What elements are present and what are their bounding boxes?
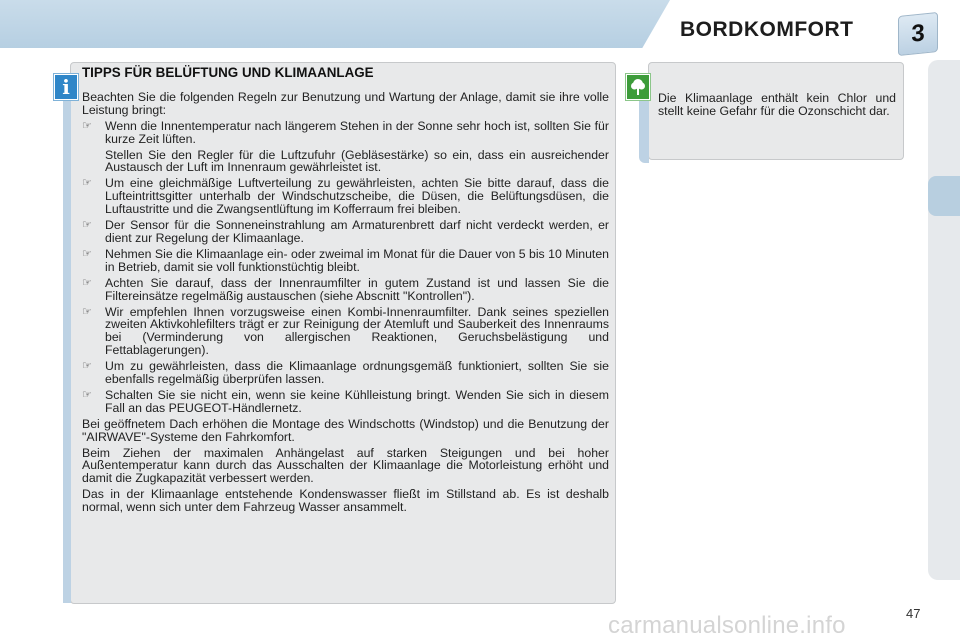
- info-icon: i: [54, 74, 78, 100]
- eco-note-text: Die Klimaanlage enthält kein Chlor und stellt keine Gefahr für die Ozonschicht dar.: [658, 91, 896, 118]
- page-number: 47: [906, 606, 921, 621]
- section-title: BORDKOMFORT: [680, 18, 854, 41]
- pointing-hand-icon: ☞: [82, 305, 92, 318]
- list-item-subtext: Stellen Sie den Regler für die Luftzufuhr (Gebläsestärke) so ein, dass ein ausreichender Austausch der Luft im Innenraum gewährleistet ist.: [105, 147, 609, 175]
- pointing-hand-icon: ☞: [82, 247, 92, 260]
- tips-bullet-list: [82, 120, 609, 415]
- list-item-text: Wenn die Innentemperatur nach längerem Stehen in der Sonne sehr hoch ist, sollten Sie für kurze Zeit lüften.: [105, 118, 609, 146]
- tips-paragraph-condensation: Das in der Klimaanlage entstehende Kondenswasser fließt im Stillstand ab. Es ist deshalb normal, wenn sich unter dem Fahrzeug Wasser ansammelt.: [82, 487, 609, 515]
- list-item: [82, 177, 609, 216]
- list-item-text: Achten Sie darauf, dass der Innenraumfilter in gutem Zustand ist und lassen Sie die Filtereinsätze regelmäßig austauschen (siehe Abscnitt "Kontrollen").: [105, 275, 609, 303]
- tips-paragraph-windstop: Bei geöffnetem Dach erhöhen die Montage des Windschotts (Windstop) und die Benutzung der "AIRWAVE"-Systeme den Fahrkomfort.: [82, 416, 609, 444]
- list-item: [82, 248, 609, 274]
- watermark: carmanualsonline.info: [608, 612, 846, 639]
- list-item-text: Der Sensor für die Sonneneinstrahlung am Armaturenbrett darf nicht verdeckt werden, er dient zur Regelung der Klimaanlage.: [105, 218, 609, 245]
- pointing-hand-icon: ☞: [82, 360, 92, 373]
- list-item-text: Nehmen Sie die Klimaanlage ein- oder zweimal im Monat für die Dauer von 5 bis 10 Minuten in Betrieb, damit sie voll funktionstüchtig bleibt.: [105, 246, 609, 274]
- chapter-side-strip: [928, 60, 960, 580]
- list-item-text: Schalten Sie sie nicht ein, wenn sie keine Kühlleistung bringt. Wenden Sie sich in diesem Fall an das PEUGEOT-Händlernetz.: [105, 387, 609, 415]
- list-item-text: Um eine gleichmäßige Luftverteilung zu gewährleisten, achten Sie bitte darauf, dass die Lufteintrittsgitter unterhalb der Windschutzscheibe, die Düsen, die Belüftungsdüsen, die Luftaustritte und die Zwangsentlüftung im Kofferraum frei bleiben.: [105, 176, 609, 217]
- panel-accent: [63, 83, 71, 603]
- list-item: [82, 219, 609, 245]
- chapter-number-badge: 3: [898, 12, 938, 56]
- list-item: [82, 306, 609, 358]
- list-item-text: Wir empfehlen Ihnen vorzugsweise einen Kombi-Innenraumfilter. Dank seines speziellen zweiten Aktivkohlefilters trägt er zur Reinigung der Atemluft und Sauberkeit des Innenraums bei (Verminderung von allergischen Reaktionen, Geruchsbelästigung und Fettablagerungen).: [105, 304, 609, 358]
- tips-intro: Beachten Sie die folgenden Regeln zur Benutzung und Wartung der Anlage, damit sie ihre volle Leistung bringt:: [82, 89, 609, 117]
- list-item: [82, 120, 609, 175]
- list-item: [82, 389, 609, 415]
- pointing-hand-icon: ☞: [82, 219, 92, 232]
- tips-heading: TIPPS FÜR BELÜFTUNG UND KLIMAANLAGE: [82, 65, 374, 80]
- tree-icon: [626, 74, 650, 100]
- tips-content: [82, 67, 609, 517]
- chapter-side-tab[interactable]: [928, 176, 960, 216]
- pointing-hand-icon: ☞: [82, 388, 92, 401]
- pointing-hand-icon: ☞: [82, 177, 92, 190]
- pointing-hand-icon: ☞: [82, 119, 92, 132]
- list-item: [82, 360, 609, 386]
- pointing-hand-icon: ☞: [82, 276, 92, 289]
- list-item: [82, 277, 609, 303]
- list-item-text: Um zu gewährleisten, dass die Klimaanlage ordnungsgemäß funktioniert, sollten Sie sie ebenfalls regelmäßig überprüfen lassen.: [105, 359, 609, 387]
- tips-paragraph-towing: Beim Ziehen der maximalen Anhängelast auf starken Steigungen und bei hoher Außentemperatur kann durch das Ausschalten der Klimaanlage die Motorleistung erhöht und damit die Zugkapazität verbessert werden.: [82, 445, 609, 486]
